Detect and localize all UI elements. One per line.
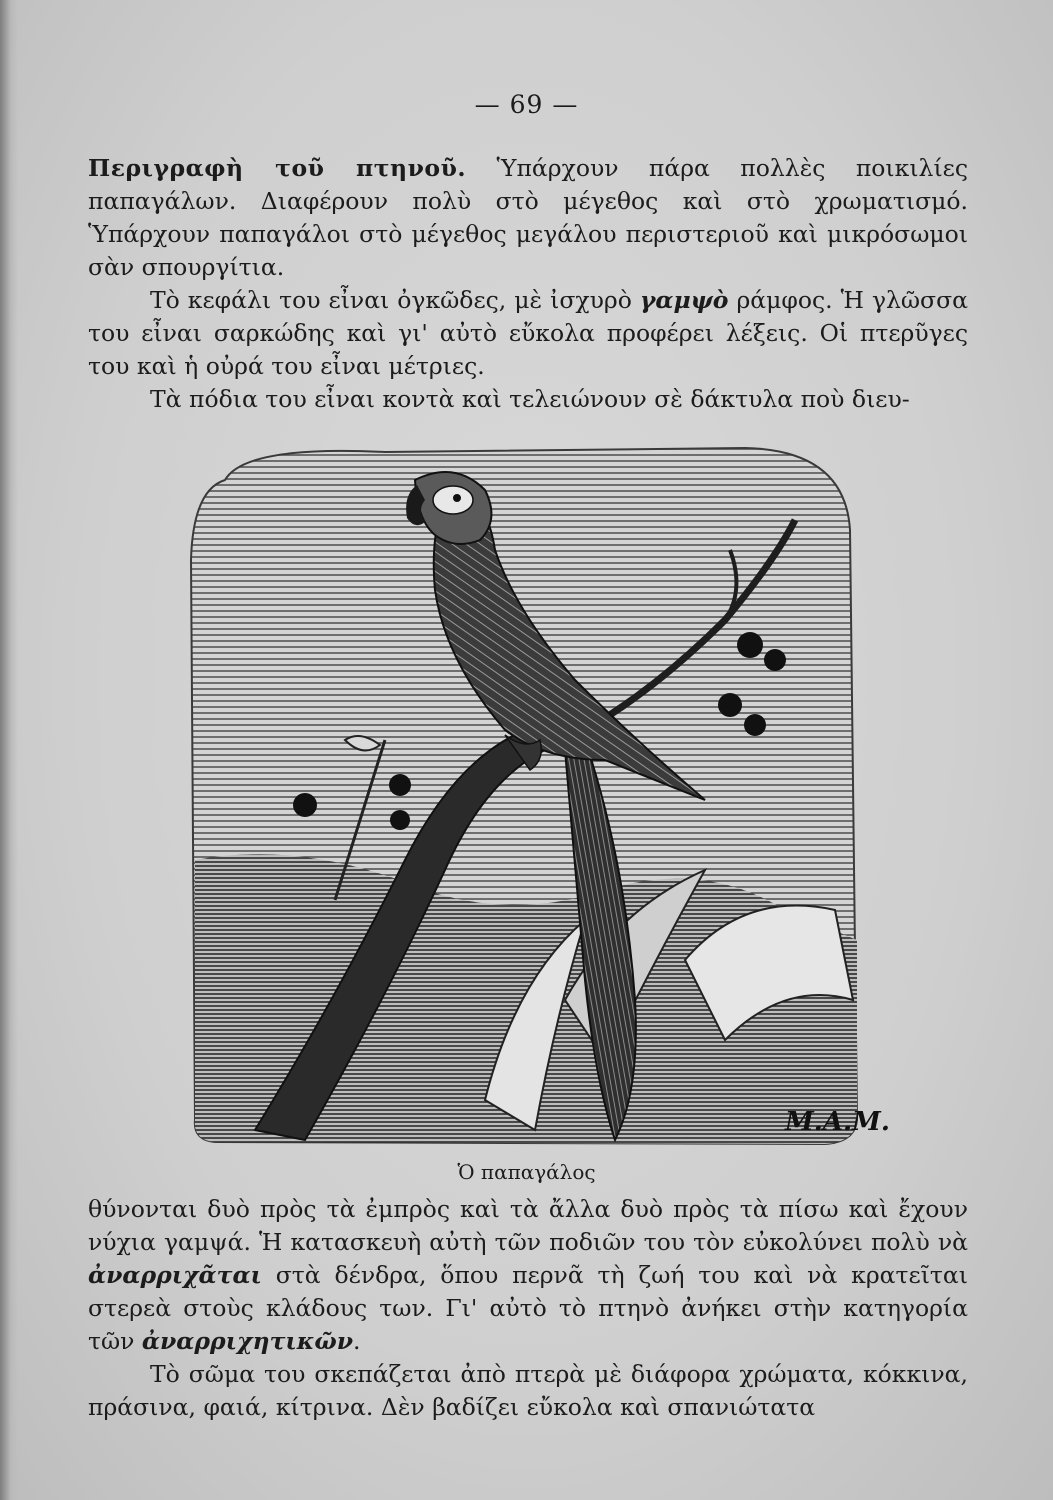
paragraph-text: Ὑπάρχουν πάρα πολλὲς ποικιλίες παπαγάλων. Διαφέρουν πολὺ στὸ μέγεθος καὶ στὸ χρωματισμό. Ὑπάρχουν παπαγάλοι στὸ μέγεθος μεγάλου περιστεριοῦ καὶ μικρόσωμοι σὰν σπουργίτια. [88,154,968,281]
parrot-eye [453,494,461,502]
engraver-signature: M.A.M. [785,1107,890,1137]
paragraph-feet-end [88,1193,968,1358]
emphasized-term: ἀναρριχᾶται [88,1261,262,1289]
page-number: — 69 — [474,90,579,119]
paragraph-text: Τὸ κεφάλι του εἶναι ὀγκῶδες, μὲ ἰσχυρὸ [150,286,640,314]
paragraph-text: . [353,1327,361,1355]
page-binding-shadow [0,0,18,1500]
bottom-text-block [88,1193,968,1424]
figure-caption: Ὁ παπαγάλος [457,1160,596,1184]
paragraph-text: ράμφος. Ἡ γλῶσσα του εἶναι σαρκώδης καὶ γι' αὐτὸ εὔκολα προφέρει λέξεις. Οἱ πτερῦγες του καὶ ἡ οὐρά του εἶναι μέτριες. [88,286,968,380]
parrot-illustration [185,440,890,1150]
paragraph-text: στὰ δένδρα, ὅπου περνᾶ τὴ ζωή του καὶ νὰ κρατεῖται στερεὰ στοὺς κλάδους των. Γι' αὐτὸ τὸ πτηνὸ ἀνήκει στὴν κατηγορία τῶν [88,1261,968,1355]
paragraph-body: Τὸ σῶμα του σκεπάζεται ἀπὸ πτερὰ μὲ διάφορα χρώματα, κόκκινα, πράσινα, φαιά, κίτρινα. Δὲν βαδίζει εὔκολα καὶ σπανιώτατα [88,1360,968,1421]
section-heading: Περιγραφὴ τοῦ πτηνοῦ. [88,154,467,182]
paragraph-description [88,152,968,284]
top-text-block [88,152,968,416]
paragraph-text: θύνονται δυὸ πρὸς τὰ ἐμπρὸς καὶ τὰ ἄλλα δυὸ πρὸς τὰ πίσω καὶ ἔχουν νύχια γαμψά. Ἡ κατασκευὴ αὐτὴ τῶν ποδιῶν του τὸν εὐκολύνει πολὺ νὰ [88,1195,968,1256]
emphasized-term: γαμψὸ [639,286,729,314]
parrot-face-patch [433,486,473,514]
emphasized-term: ἀναρριχητικῶν [141,1327,354,1355]
paragraph-head [88,284,968,383]
paragraph-feet-start: Τὰ πόδια του εἶναι κοντὰ καὶ τελειώνουν σὲ δάκτυλα ποὺ διευ- [150,385,910,413]
